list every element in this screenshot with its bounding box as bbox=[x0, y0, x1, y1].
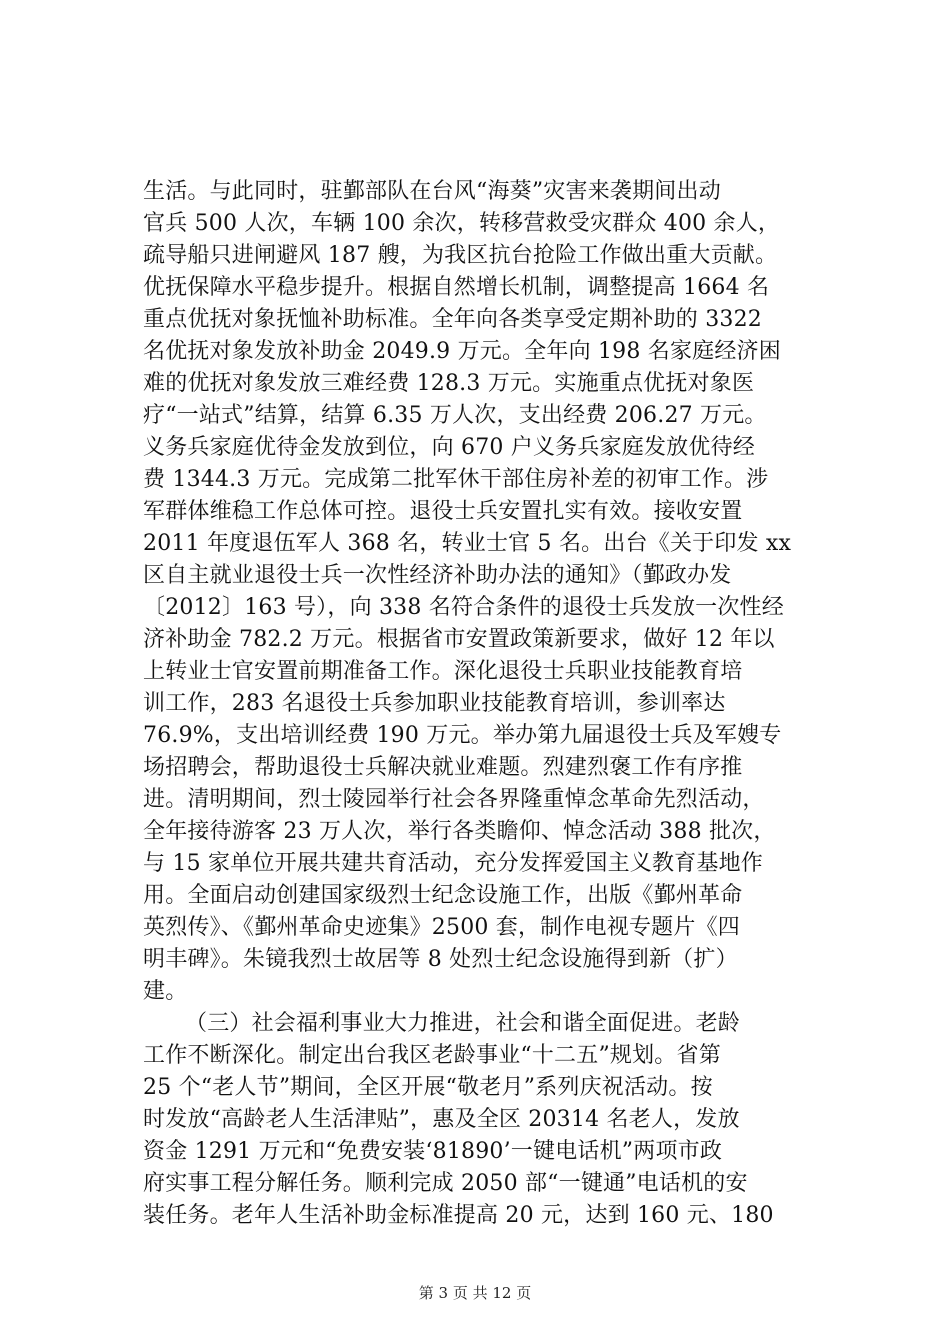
text-line: 重点优抚对象抚恤补助标准。全年向各类享受定期补助的 3322 bbox=[143, 307, 762, 332]
page-number-label: 第 3 页 共 12 页 bbox=[418, 1284, 532, 1302]
text-line: 优抚保障水平稳步提升。根据自然增长机制，调整提高 1664 名 bbox=[143, 275, 770, 300]
page-footer bbox=[0, 1282, 950, 1303]
text-line: 济补助金 782.2 万元。根据省市安置政策新要求，做好 12 年以 bbox=[143, 627, 775, 652]
text-line: 资金 1291 万元和“免费安装‘81890’一键电话机”两项市政 bbox=[143, 1139, 723, 1164]
text-line: 疗“一站式”结算，结算 6.35 万人次，支出经费 206.27 万元。 bbox=[143, 403, 767, 428]
text-line: 用。全面启动创建国家级烈士纪念设施工作，出版《鄞州革命 bbox=[143, 883, 743, 908]
text-line: 义务兵家庭优待金发放到位，向 670 户义务兵家庭发放优待经 bbox=[143, 435, 755, 460]
text-line: 府实事工程分解任务。顺利完成 2050 部“一键通”电话机的安 bbox=[143, 1171, 748, 1196]
text-line: 装任务。老年人生活补助金标准提高 20 元，达到 160 元、180 bbox=[143, 1203, 774, 1228]
text-line: 上转业士官安置前期准备工作。深化退役士兵职业技能教育培 bbox=[143, 659, 743, 684]
text-line: 费 1344.3 万元。完成第二批军休干部住房补差的初审工作。涉 bbox=[143, 467, 769, 492]
text-line: 场招聘会，帮助退役士兵解决就业难题。烈建烈褒工作有序推 bbox=[143, 755, 743, 780]
text-line: 训工作，283 名退役士兵参加职业技能教育培训，参训率达 bbox=[143, 691, 726, 716]
text-line: 官兵 500 人次，车辆 100 余次，转移营救受灾群众 400 余人， bbox=[143, 211, 781, 236]
text-line: 进。清明期间，烈士陵园举行社会各界隆重悼念革命先烈活动， bbox=[143, 787, 765, 812]
text-line: 与 15 家单位开展共建共育活动，充分发挥爱国主义教育基地作 bbox=[143, 851, 763, 876]
text-line: 76.9%，支出培训经费 190 万元。举办第九届退役士兵及军嫂专 bbox=[143, 723, 782, 748]
body-text bbox=[143, 176, 843, 1232]
text-line: 难的优抚对象发放三难经费 128.3 万元。实施重点优抚对象医 bbox=[143, 371, 755, 396]
text-line: 25 个“老人节”期间，全区开展“敬老月”系列庆祝活动。按 bbox=[143, 1075, 713, 1100]
text-line: 名优抚对象发放补助金 2049.9 万元。全年向 198 名家庭经济困 bbox=[143, 339, 781, 364]
text-line: 军群体维稳工作总体可控。退役士兵安置扎实有效。接收安置 bbox=[143, 499, 743, 524]
text-line: 〔2012〕163 号），向 338 名符合条件的退役士兵发放一次性经 bbox=[143, 595, 784, 620]
text-line: 时发放“高龄老人生活津贴”，惠及全区 20314 名老人，发放 bbox=[143, 1107, 740, 1132]
text-line: 英烈传》、《鄞州革命史迹集》2500 套，制作电视专题片《四 bbox=[143, 915, 740, 940]
text-line: 全年接待游客 23 万人次，举行各类瞻仰、悼念活动 388 批次， bbox=[143, 819, 776, 844]
text-line: 工作不断深化。制定出台我区老龄事业“十二五”规划。省第 bbox=[143, 1043, 721, 1068]
text-line: 生活。与此同时，驻鄞部队在台风“海葵”灾害来袭期间出动 bbox=[143, 179, 721, 204]
text-line: 建。 bbox=[143, 979, 188, 1004]
section-heading-line: （三）社会福利事业大力推进，社会和谐全面促进。老龄 bbox=[185, 1011, 741, 1036]
text-line: 明丰碑》。朱镜我烈士故居等 8 处烈士纪念设施得到新（扩） bbox=[143, 947, 738, 972]
text-line: 2011 年度退伍军人 368 名，转业士官 5 名。出台《关于印发 xx bbox=[143, 531, 792, 556]
text-line: 区自主就业退役士兵一次性经济补助办法的通知》（鄞政办发 bbox=[143, 563, 732, 588]
text-line: 疏导船只进闸避风 187 艘，为我区抗台抢险工作做出重大贡献。 bbox=[143, 243, 778, 268]
